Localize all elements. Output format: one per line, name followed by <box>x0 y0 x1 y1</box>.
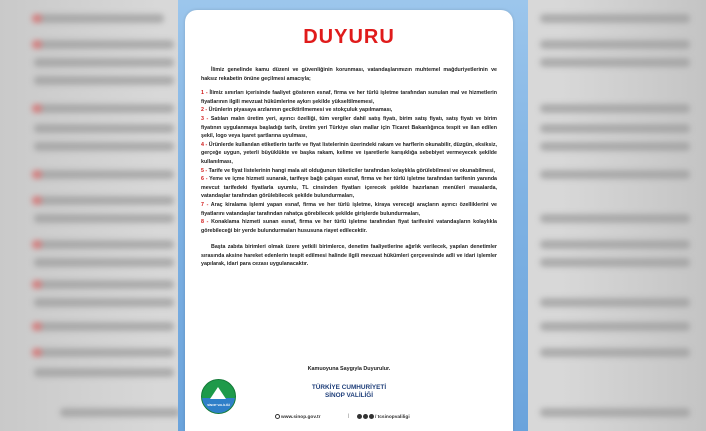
list-item: 1 - İlimiz sınırları içerisinde faaliyet gösteren esnaf, firma ve her türlü işletme tarafından sunulan mal ve hizmetlerin fiyatlarının ilgili mevzuat hükümlerine aykırı şekilde yükseltilmemesi, <box>201 90 497 105</box>
footer <box>185 414 513 424</box>
instagram-icon <box>363 414 368 419</box>
closing-paragraph: Başta zabıta birimleri olmak üzere yetkili birimlerce, denetim faaliyetlerine ağırlık verilecek, yapılan denetimler sırasında aksine hareket edenlerin tespit edilmesi halinde ilgili mevzuat hükümleri çerçevesinde adli ve idari işlemler yapılarak, idari para cezası uygulanacaktır. <box>201 244 497 268</box>
list-item: 3 - Satılan malın üretim yeri, ayırıcı özelliği, tüm vergiler dahil satış fiyatı, birim satış fiyatı, satış fiyatı ve birim fiyatının uygulanmaya başladığı tarih, üretim yeri Türkiye olan mallar için Ticaret Bakanlığınca tespit ve ilan edilen şekil, logo veya işaret şartlarına uyulması, <box>201 115 498 140</box>
footer-separator: | <box>348 414 350 419</box>
logo-text: SİNOP VALİLİĞİ <box>207 403 230 407</box>
globe-icon <box>275 414 280 419</box>
announcement-title: DUYURU <box>303 26 395 48</box>
intro-paragraph: İlimiz genelinde kamu düzeni ve güvenliğinin korunması, vatandaşlarımızın muhtemel mağduriyetlerinin ve haksız rekabetin önüne geçilmesi amacıyla; <box>201 67 497 82</box>
sinop-governorship-logo <box>201 379 236 414</box>
list-item: 7 - Araç kiralama işlemi yapan esnaf, firma ve her türlü işletme, kiraya vereceği araçların ayırıcı özelliklerini ve fiyatlarını vatandaşlar tarafından rahatça görebilecek şekilde girişlerde bulundurmaları, <box>201 201 497 217</box>
twitter-icon <box>369 414 374 419</box>
announcement-paper <box>185 10 513 431</box>
governorship-name <box>275 384 423 400</box>
website-link[interactable]: www.sinop.gov.tr <box>275 414 320 420</box>
respect-line: Kamuoyuna Saygıyla Duyurulur. <box>307 366 391 372</box>
gov-line-2: SİNOP VALİLİĞİ <box>324 392 374 399</box>
list-item: 8 - Konaklama hizmeti sunan esnaf, firma ve her türlü işletme tarafından fiyat tarifesini vatandaşların kolaylıkla görebileceği bir yerde bulundurmaları hususuna riayet edilecektir. <box>201 219 497 234</box>
list-item: 4 - Ürünlerde kullanılan etiketlerin tarife ve fiyat listelerinin üzerindeki rakam ve harflerin okunabilir, düzgün, eksiksiz, gerçeğe uygun, yeterli büyüklükte ve başka rakam, kelime ve işaretlerle karışıklığa sebebiyet vermeyecek şekilde kullanılması, <box>201 141 498 165</box>
peak-shape <box>210 387 226 399</box>
list-item: 5 - Tarife ve fiyat listelerinin hangi mala ait olduğunun tüketiciler tarafından kolaylıkla görülebilmesi ve okunabilmesi, <box>201 167 495 174</box>
list-item: 2 - Ürünlerin piyasaya arzlarının geciktirilmemesi ve stokçuluk yapılmaması, <box>201 107 393 114</box>
list-item: 6 - Yeme ve içme hizmeti sunarak, tarifeye bağlı çalışan esnaf, firma ve her türlü işletme tarafından tarifenin yanında mevcut tarifedeki fiyatlarla uyumlu, TL cinsinden fiyatları içerecek şekilde hazırlanan menüleri masalarda, vatandaşlar tarafından görülebilecek şekilde bulundurmaları, <box>201 176 497 200</box>
gov-line-1: TÜRKİYE CUMHURİYETİ <box>311 384 387 391</box>
social-link[interactable]: / tcsinopvaliligi <box>357 414 410 420</box>
facebook-icon <box>357 414 362 419</box>
announcement-body <box>201 66 497 274</box>
